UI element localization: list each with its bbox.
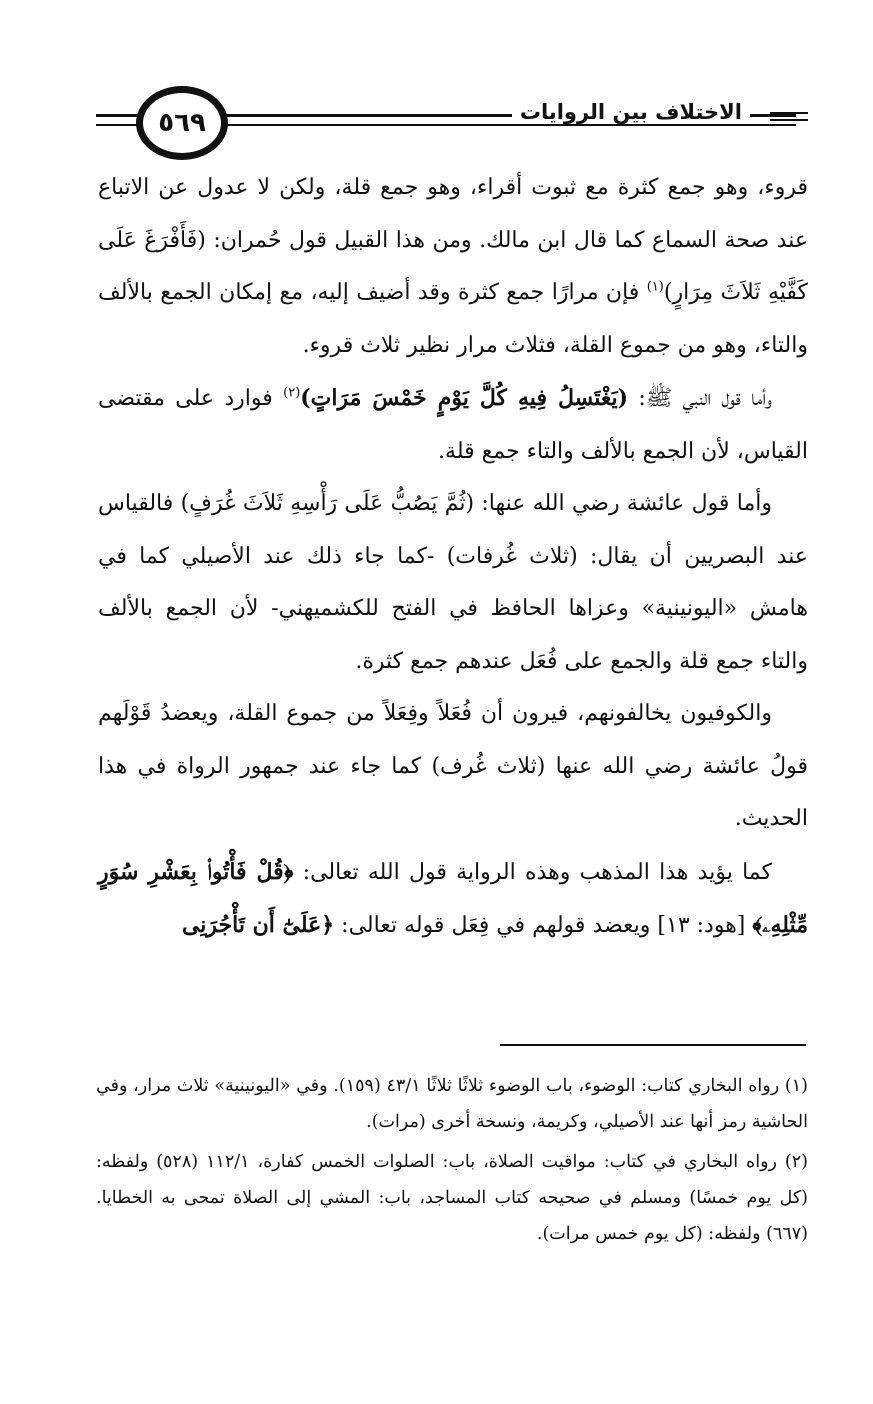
paragraph-3: وأما قول عائشة رضي الله عنها: (ثُمَّ يَصُبُّ عَلَى رَأْسِهِ ثَلاَثَ غُرَفٍ) فالقياس عند البصريين أن يقال: (ثلاث غُرفات) -كما جاء ذلك عند الأصيلي كما في هامش «اليونينية» وعزاها الحافظ في الفتح للكشميهني- لأن الجمع بالألف والتاء جمع قلة والجمع على فُعَل عندهم جمع كثرة. <box>98 491 808 674</box>
paragraph-2 <box>98 372 808 478</box>
running-title: الاختلاف بين الروايات <box>512 100 750 124</box>
footnote-separator <box>500 1044 806 1046</box>
hadith-quote: (يَغْتَسِلُ فِيهِ كُلَّ يَوْمٍ خَمْسَ مَرَاتٍ) <box>300 385 629 411</box>
paragraph-5-mid: [هود: ١٣] ويعضد قولهم في فِعَل قوله تعالى: <box>334 913 753 938</box>
paragraph-1-text: قروء، وهو جمع كثرة مع ثبوت أقراء، وهو جمع قلة، ولكن لا عدول عن الاتباع عند صحة السماع كما قال ابن مالك. ومن هذا القبيل قول حُمران: (فَأَفْرَغَ عَلَى كَفَّيْهِ ثَلاَثَ مِرَارٍ) <box>98 175 808 305</box>
main-text <box>98 162 808 953</box>
paragraph-1 <box>98 162 808 372</box>
paragraph-5 <box>98 846 808 953</box>
footnote-1: (١) رواه البخاري كتاب: الوضوء، باب الوضوء ثلاثًا ثلاثًا ٤٣/١ (١٥٩). وفي «اليونينية» ثلاث مرار، وفي الحاشية رمز أنها عند الأصيلي، وكريمة، ونسخة أخرى (مرات). <box>96 1076 808 1132</box>
footnote-ref-1: (١) <box>646 279 664 295</box>
footnote-ref-2: (٢) <box>283 385 301 401</box>
page-number: ٥٦٩ <box>136 86 228 160</box>
paragraph-2-start: وأما قول النبي ﷺ: <box>628 386 773 411</box>
paragraph-1-end: فإن مرارًا جمع كثرة وقد أضيف إليه، مع إمكان الجمع بالألف والتاء، وهو من جموع القلة، فثلاث مرار نظير ثلاث قروء. <box>98 280 808 358</box>
footnotes <box>96 1068 808 1256</box>
header-ornament <box>770 112 808 126</box>
quran-verse-2: ﴿عَلَىٰٓ أَن تَأْجُرَنِى <box>181 912 335 938</box>
footnote-2: (٢) رواه البخاري في كتاب: مواقيت الصلاة، باب: الصلوات الخمس كفارة، ١١٢/١ (٥٢٨) ولفظه: (كل يوم خمسًا) ومسلم في صحيحه كتاب المساجد، باب: المشي إلى الصلاة تمحى به الخطايا. (٦٦٧) ولفظه: (كل يوم خمس مرات). <box>96 1152 808 1244</box>
paragraph-4: والكوفيون يخالفونهم، فيرون أن فُعَلاً وفِعَلاً من جموع القلة، ويعضدُ قَوْلَهم قولُ عائشة رضي الله عنها (ثلاث غُرف) كما جاء عند جمهور الرواة في هذا الحديث. <box>98 701 808 831</box>
paragraph-2-end: فوارد على مقتضى القياس، لأن الجمع بالألف والتاء جمع قلة. <box>98 386 808 464</box>
paragraph-5-start: كما يؤيد هذا المذهب وهذه الرواية قول الله تعالى: <box>293 859 772 885</box>
quran-verse-1: ﴿قُلْ فَأْتُوا۟ بِعَشْرِ سُوَرٍ مِّثْلِهِۦ﴾ <box>98 858 808 938</box>
page-header <box>96 78 808 170</box>
